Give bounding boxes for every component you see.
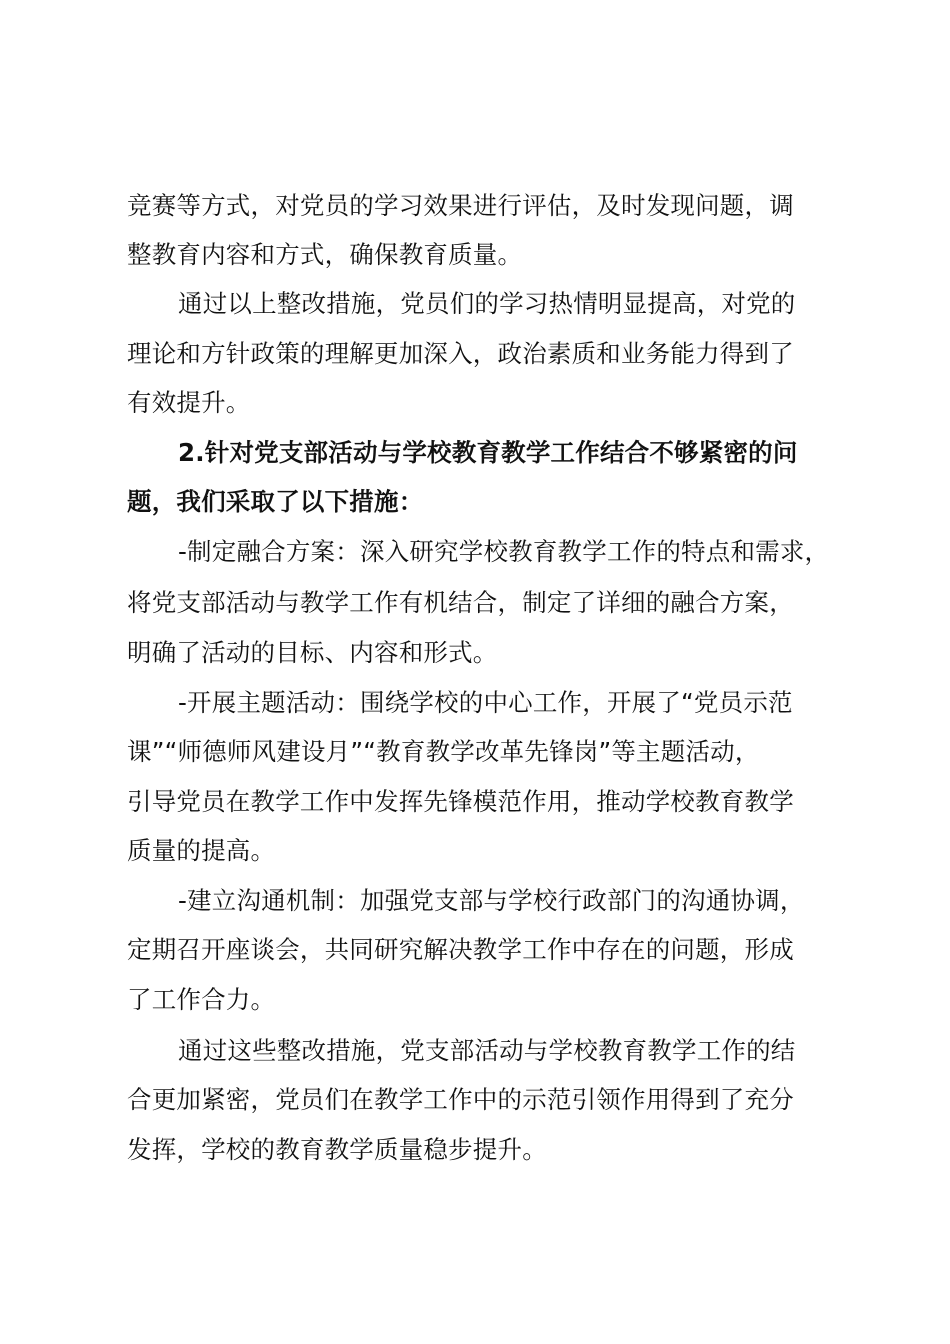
list-item-first-line: -制定融合方案：深入研究学校教育教学工作的特点和需求， [178, 537, 830, 566]
paragraph-first-line: 通过这些整改措施，党支部活动与学校教育教学工作的结 [178, 1036, 796, 1065]
text-line: 合更加紧密，党员们在教学工作中的示范引领作用得到了充分 [127, 1085, 794, 1114]
text-line: 引导党员在教学工作中发挥先锋模范作用，推动学校教育教学 [127, 787, 794, 816]
section-heading: 2.针对党支部活动与学校教育教学工作结合不够紧密的问 [178, 438, 798, 467]
text-line: 发挥，学校的教育教学质量稳步提升。 [127, 1135, 547, 1164]
text-line: 定期召开座谈会，共同研究解决教学工作中存在的问题，形成 [127, 935, 794, 964]
paragraph-first-line: 通过以上整改措施，党员们的学习热情明显提高，对党的 [178, 289, 796, 318]
text-line: 了工作合力。 [127, 985, 276, 1014]
text-line: 课”“师德师风建设月”“教育教学改革先锋岗”等主题活动， [127, 737, 760, 766]
text-line: 质量的提高。 [127, 836, 276, 865]
text-line: 明确了活动的目标、内容和形式。 [127, 638, 498, 667]
list-item-first-line: -开展主题活动：围绕学校的中心工作，开展了“党员示范 [178, 688, 793, 717]
text-line: 竞赛等方式，对党员的学习效果进行评估，及时发现问题，调 [127, 191, 794, 220]
text-line: 有效提升。 [127, 388, 251, 417]
text-line: 将党支部活动与教学工作有机结合，制定了详细的融合方案， [127, 588, 794, 617]
text-line: 整教育内容和方式，确保教育质量。 [127, 240, 523, 269]
text-line: 理论和方针政策的理解更加深入，政治素质和业务能力得到了 [127, 339, 794, 368]
list-item-first-line: -建立沟通机制：加强党支部与学校行政部门的沟通协调， [178, 886, 805, 915]
section-heading: 题，我们采取了以下措施： [127, 487, 424, 516]
